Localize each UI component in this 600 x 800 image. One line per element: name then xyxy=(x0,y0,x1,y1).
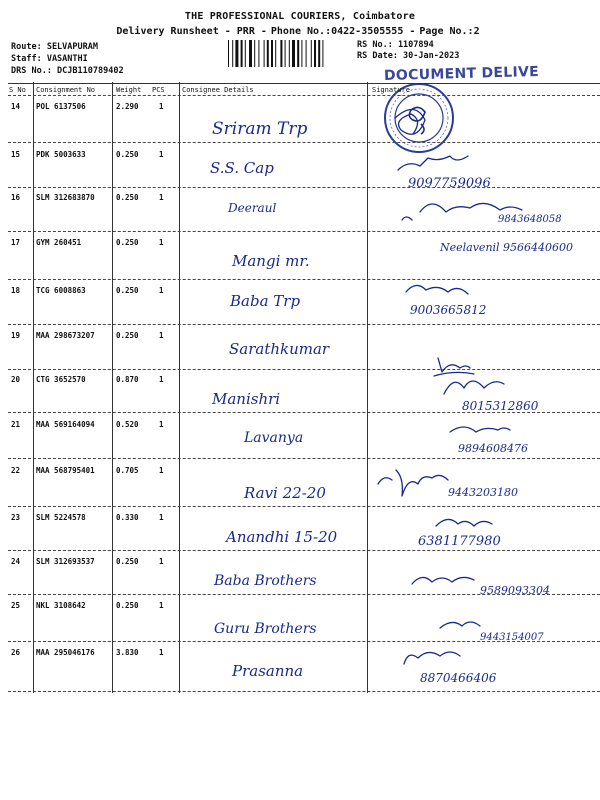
row-consignment-no: MAA 295046176 xyxy=(36,648,95,657)
row-weight: 0.250 xyxy=(116,150,139,159)
row-consignment-no: MAA 298673207 xyxy=(36,331,95,340)
signature-scribble xyxy=(436,519,492,526)
row-weight: 0.705 xyxy=(116,466,139,475)
row-pcs: 1 xyxy=(159,557,164,566)
row-separator xyxy=(8,550,600,551)
signature-note: 9589093304 xyxy=(480,584,550,597)
header-consignee: Consignee Details xyxy=(182,86,254,94)
row-sno: 14 xyxy=(11,102,21,111)
row-separator xyxy=(8,324,600,325)
staff-label: Staff: VASANTHI xyxy=(11,54,88,64)
signature-scribble xyxy=(434,358,474,376)
row-consignment-no: SLM 312693537 xyxy=(36,557,95,566)
consignee-note: Guru Brothers xyxy=(214,621,317,637)
barcode-bar xyxy=(245,40,246,67)
consignee-note: Baba Trp xyxy=(230,292,301,310)
row-consignment-no: POL 6137506 xyxy=(36,102,86,111)
barcode-bar xyxy=(318,40,320,67)
row-weight: 3.830 xyxy=(116,648,139,657)
barcode-bar xyxy=(235,40,238,67)
row-pcs: 1 xyxy=(159,648,164,657)
signature-note: 9097759096 xyxy=(408,176,491,191)
company-title: THE PROFESSIONAL COURIERS, Coimbatore xyxy=(184,11,416,22)
consignee-note: Prasanna xyxy=(232,662,304,680)
rs-date: RS Date: 30-Jan-2023 xyxy=(357,51,460,61)
row-pcs: 1 xyxy=(159,286,164,295)
row-weight: 0.250 xyxy=(116,331,139,340)
barcode-bar xyxy=(280,40,282,67)
consignee-note: Ravi 22-20 xyxy=(244,484,326,502)
consignee-note: Deeraul xyxy=(228,201,277,215)
header-weight: Weight xyxy=(116,86,142,94)
signature-scribble xyxy=(412,577,474,584)
row-consignment-no: MAA 569164094 xyxy=(36,420,95,429)
route-label: Route: SELVAPURAM xyxy=(11,42,98,52)
row-pcs: 1 xyxy=(159,375,164,384)
row-separator xyxy=(8,506,600,507)
row-weight: 0.520 xyxy=(116,420,139,429)
row-sno: 17 xyxy=(11,238,21,247)
header-signature: Signature xyxy=(372,86,410,94)
barcode-bar xyxy=(285,40,286,67)
row-sno: 15 xyxy=(11,150,21,159)
row-weight: 2.290 xyxy=(116,102,139,111)
barcode-bar xyxy=(254,40,255,67)
barcode-bar xyxy=(322,40,323,67)
signature-scribble xyxy=(402,203,522,220)
barcode-bar xyxy=(232,40,233,67)
row-separator xyxy=(8,187,600,188)
row-pcs: 1 xyxy=(159,193,164,202)
signature-note: 9894608476 xyxy=(458,442,528,455)
row-sno: 22 xyxy=(11,466,21,475)
row-weight: 0.870 xyxy=(116,375,139,384)
row-pcs: 1 xyxy=(159,466,164,475)
row-separator xyxy=(8,231,600,232)
row-consignment-no: MAA 568795401 xyxy=(36,466,95,475)
row-sno: 25 xyxy=(11,601,21,610)
barcode-bar xyxy=(228,40,229,67)
row-consignment-no: CTG 3652570 xyxy=(36,375,86,384)
consignee-note: Sriram Trp xyxy=(212,119,308,139)
signature-note: 9443203180 xyxy=(448,486,518,499)
row-consignment-no: PDK 5003633 xyxy=(36,150,86,159)
row-weight: 0.250 xyxy=(116,238,139,247)
row-weight: 0.250 xyxy=(116,286,139,295)
col-divider xyxy=(112,82,113,693)
row-separator xyxy=(8,641,600,642)
row-sno: 26 xyxy=(11,648,21,657)
row-pcs: 1 xyxy=(159,513,164,522)
row-consignment-no: NKL 3108642 xyxy=(36,601,86,610)
row-weight: 0.250 xyxy=(116,557,139,566)
row-weight: 0.250 xyxy=(116,601,139,610)
table-top-border xyxy=(8,83,600,84)
barcode-bar xyxy=(241,40,243,67)
row-sno: 16 xyxy=(11,193,21,202)
drs-number: DRS No.: DCJB110789402 xyxy=(11,66,124,76)
signature-note: 9003665812 xyxy=(410,303,487,317)
barcode-bar xyxy=(301,40,302,67)
consignee-note: Mangi mr. xyxy=(232,252,310,270)
row-sno: 18 xyxy=(11,286,21,295)
row-separator xyxy=(8,691,600,692)
signature-scribble xyxy=(398,156,468,170)
signature-note: 9443154007 xyxy=(480,632,544,643)
barcode-bar xyxy=(292,40,295,67)
signature-note: 6381177980 xyxy=(418,534,501,549)
row-weight: 0.250 xyxy=(116,193,139,202)
barcode-bar xyxy=(267,40,269,67)
consignee-note: Lavanya xyxy=(244,430,304,446)
barcode-bar xyxy=(314,40,316,67)
signature-scribble xyxy=(440,622,480,628)
header-pcs: PCS xyxy=(152,86,165,94)
header-underline xyxy=(8,95,600,96)
consignee-note: Manishri xyxy=(212,390,281,408)
barcode-bar xyxy=(264,40,265,67)
col-divider xyxy=(367,82,368,693)
row-separator xyxy=(8,142,600,143)
barcode-bar xyxy=(311,40,312,67)
row-separator xyxy=(8,369,600,370)
row-separator xyxy=(8,412,600,413)
signature-note: Neelavenil 9566440600 xyxy=(440,241,574,254)
barcode xyxy=(228,40,351,67)
row-consignment-no: TCG 6008863 xyxy=(36,286,86,295)
document-delivered-stamp: DOCUMENT DELIVE xyxy=(383,63,540,85)
signature-note: 8870466406 xyxy=(420,671,497,685)
signature-scribble xyxy=(450,427,510,432)
barcode-bar xyxy=(249,40,252,67)
row-consignment-no: SLM 312683870 xyxy=(36,193,95,202)
row-pcs: 1 xyxy=(159,331,164,340)
consignee-note: S.S. Cap xyxy=(210,159,274,177)
header-sno: S No xyxy=(9,86,26,94)
signature-note: 8015312860 xyxy=(462,399,539,413)
phone-number: Phone No.:0422-3505555 - xyxy=(270,26,416,37)
row-pcs: 1 xyxy=(159,601,164,610)
row-sno: 23 xyxy=(11,513,21,522)
rs-number: RS No.: 1107894 xyxy=(357,40,434,50)
barcode-bar xyxy=(271,40,273,67)
consignee-note: Sarathkumar xyxy=(229,340,330,358)
row-separator xyxy=(8,594,600,595)
row-separator xyxy=(8,458,600,459)
row-sno: 21 xyxy=(11,420,21,429)
row-sno: 24 xyxy=(11,557,21,566)
row-pcs: 1 xyxy=(159,420,164,429)
row-sno: 19 xyxy=(11,331,21,340)
sheet-title: Delivery Runsheet - PRR - xyxy=(116,26,267,37)
row-pcs: 1 xyxy=(159,150,164,159)
barcode-bar xyxy=(275,40,276,67)
row-sno: 20 xyxy=(11,375,21,384)
header-consignment: Consignment No xyxy=(36,86,96,94)
consignee-handwriting xyxy=(210,119,338,680)
barcode-bar xyxy=(306,40,307,67)
signature-scribble xyxy=(404,652,460,664)
page-number: Page No.:2 xyxy=(419,26,480,37)
signature-note: 9843648058 xyxy=(498,214,562,225)
consignee-note: Baba Brothers xyxy=(214,573,317,589)
barcode-bar xyxy=(289,40,290,67)
col-divider xyxy=(33,82,34,693)
signature-scribble xyxy=(444,381,504,394)
row-pcs: 1 xyxy=(159,102,164,111)
barcode-bar xyxy=(297,40,299,67)
barcode-bar xyxy=(258,40,259,67)
row-weight: 0.330 xyxy=(116,513,139,522)
signature-scribble xyxy=(406,285,468,294)
row-consignment-no: SLM 5224578 xyxy=(36,513,86,522)
consignee-note: Anandhi 15-20 xyxy=(226,528,338,546)
row-consignment-no: GYM 260451 xyxy=(36,238,82,247)
runsheet-subtitle xyxy=(0,26,600,37)
col-divider xyxy=(179,82,180,693)
signature-handwriting xyxy=(378,109,573,685)
signature-scribble xyxy=(378,470,448,496)
row-pcs: 1 xyxy=(159,238,164,247)
row-separator xyxy=(8,279,600,280)
